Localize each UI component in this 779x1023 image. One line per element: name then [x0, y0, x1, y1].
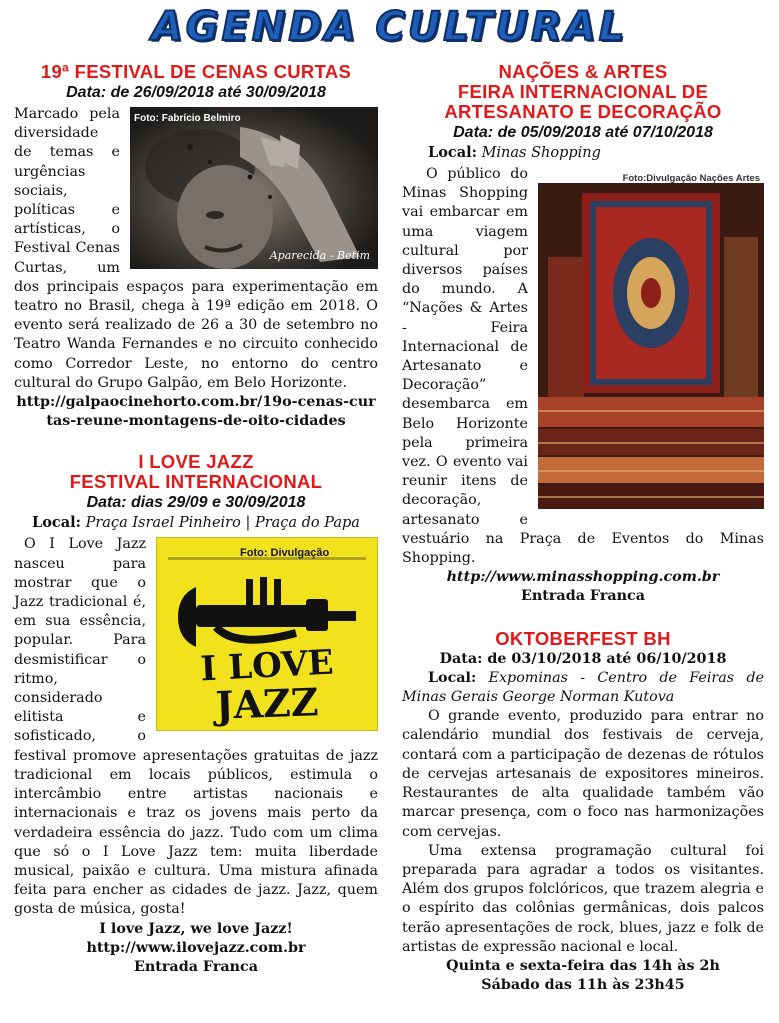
photo-credit: Foto:Divulgação Nações Artes: [622, 173, 760, 184]
article-nacoes-artes: [402, 62, 764, 607]
article-subtitle: FESTIVAL INTERNACIONAL: [69, 471, 323, 493]
photo-credit: Foto: Fabrício Belmiro: [134, 113, 241, 124]
photo-caption: Aparecida - Betim: [269, 248, 370, 262]
article-text: O público do Minas Shopping vai embarcar em uma viagem cultural por diversos países do mundo. A “Nações & Artes - Feira Internacional de Artesanato e Decoração” desembarca em Belo Horizonte pela primeira vez. O evento vai reunir itens de decoração, artesanato e vestuário na Praça de Eventos do Minas Shopping.: [402, 166, 764, 567]
location-value: Minas Shopping: [481, 145, 601, 161]
article-date: Data: de 26/09/2018 até 30/09/2018: [66, 84, 326, 101]
masthead: [0, 2, 779, 60]
article-subtitle: FEIRA INTERNACIONAL DE: [457, 81, 709, 102]
article-body: [14, 105, 378, 393]
schedule-weekdays: Quinta e sexta-feira das 14h às 2h: [446, 957, 720, 974]
article-location: [402, 669, 764, 707]
article-subtitle-2: ARTESANATO E DECORAÇÃO: [444, 101, 722, 122]
location-label: Local:: [428, 669, 477, 686]
article-slogan: I love Jazz, we love Jazz!: [99, 920, 293, 937]
article-i-love-jazz: [14, 452, 378, 977]
article-text: O I Love Jazz nasceu para mostrar que o Jazz tradicional é, em sua essência, popular. Para desmistificar o ritmo, considerado elitista e sofisticado, o festival promove apresentações gratuitas de jazz tradicional em locais públicos, estimula o intercâmbio entre artistas nacionais e internacionais e traz os jovens mais perto da verdadeira essência do jazz. Tudo com um clima que só o I Love Jazz tem: muita liberdade musical, paixão e cultura. Uma mistura afinada feita para encher as cidades de jazz. Jazz, quem gosta de música, gosta!: [14, 536, 378, 918]
article-title: OKTOBERFEST BH: [495, 627, 671, 649]
article-link[interactable]: http://www.ilovejazz.com.br: [86, 939, 306, 956]
article-oktoberfest: [402, 629, 764, 996]
article-title: 19ª FESTIVAL DE CENAS CURTAS: [40, 61, 352, 82]
carpet-image: [538, 167, 764, 509]
article-title: NAÇÕES & ARTES: [498, 61, 668, 82]
article-festival-cenas-curtas: [14, 62, 378, 431]
article-text-1: O grande evento, produzido para entrar no calendário mundial dos festivais de cerveja, contará com a participação de dezenas de rótulos de cervejas artesanais de expositores mineiros. Restaurantes de alta qualidade também vão marcar presença, com o foco nas harmonizações com cervejas.: [402, 708, 764, 840]
right-column: [402, 62, 764, 995]
location-value: Praça Israel Pinheiro | Praça do Papa: [85, 515, 360, 532]
article-body: [402, 707, 764, 957]
entry-info: Entrada Franca: [521, 588, 645, 605]
logo-line-2: JAZZ: [214, 679, 320, 729]
article-date: Data: dias 29/09 e 30/09/2018: [86, 494, 306, 512]
entry-info: Entrada Franca: [134, 958, 258, 975]
location-value: Expominas - Centro de Feiras de Minas Gerais George Norman Kutova: [402, 669, 764, 706]
photo-aparecida: [130, 107, 378, 269]
article-text-2: Uma extensa programação cultural foi preparada para agradar a todos os visitantes. Além dos grupos folclóricos, que trazem alegria e o espírito das colônias germânicas, dois palcos terão apresentações de rock, blues, jazz e folk de artistas de expressão nacional e local.: [402, 842, 764, 955]
location-label: Local:: [428, 144, 477, 161]
face-image: [130, 107, 378, 269]
page-title: AGENDA CULTURAL: [151, 4, 628, 50]
photo-credit: Foto: Divulgação: [240, 547, 330, 560]
article-body: [14, 535, 378, 919]
article-date: Data: de 05/09/2018 até 07/10/2018: [453, 124, 713, 141]
photo-i-love-jazz-logo: [156, 537, 378, 731]
location-label: Local:: [32, 514, 81, 532]
article-body: [402, 165, 764, 568]
article-link[interactable]: http://www.minasshopping.com.br: [446, 569, 720, 586]
logo-line-1: I LOVE: [199, 643, 335, 690]
article-text: Marcado pela diversidade de temas e urgências sociais, políticas e artísticas, o Festival Cenas Curtas, um dos principais espaços para experimentação em teatro no Brasil, chega à 19ª edição em 2018. O evento será realizado de 26 a 30 de setembro no Teatro Wanda Fernandes e no circuito conhecido como Corredor Leste, no entorno do centro cultural do Grupo Galpão, em Belo Horizonte.: [14, 106, 378, 391]
article-location: [14, 513, 378, 533]
article-link[interactable]: http://galpaocinehorto.com.br/19o-cenas-curtas-reune-montagens-de-oito-cidades: [16, 394, 376, 430]
article-date: Data: de 03/10/2018 até 06/10/2018: [439, 650, 727, 667]
left-column: [14, 62, 378, 977]
photo-carpets: [538, 167, 764, 509]
article-location: [402, 143, 764, 163]
schedule-saturday: Sábado das 11h às 23h45: [481, 977, 685, 994]
article-title: I LOVE JAZZ: [138, 451, 254, 473]
